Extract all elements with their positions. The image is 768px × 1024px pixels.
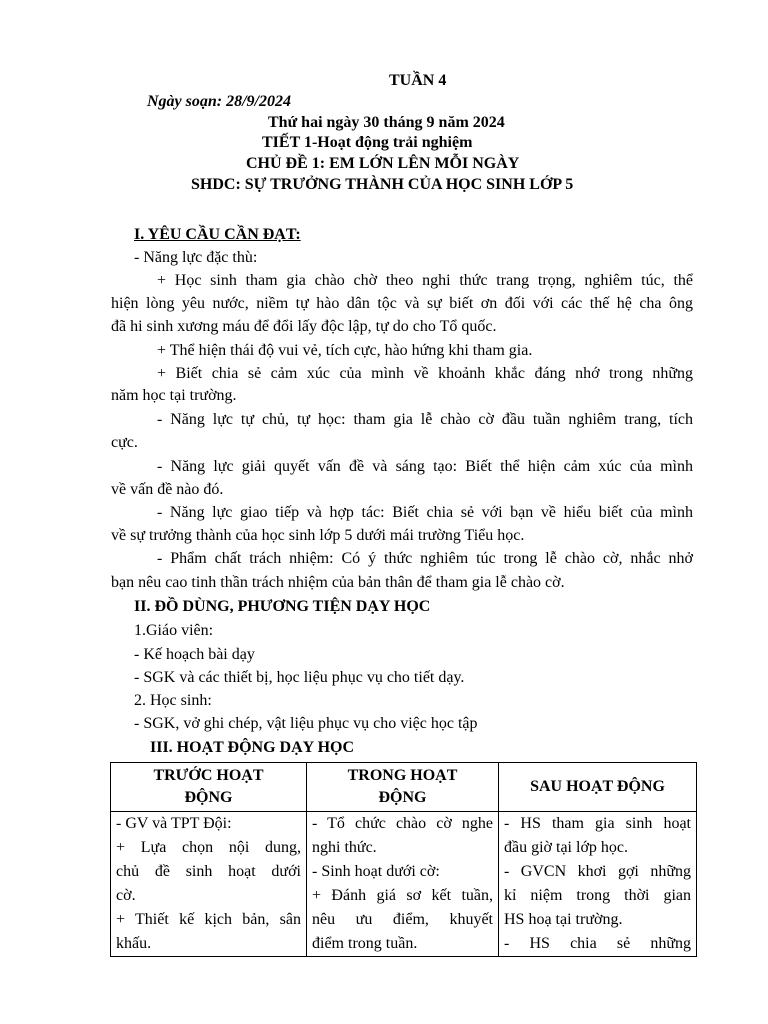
paragraph-line: + Thể hiện thái độ vui vẻ, tích cực, hào hứng khi tham gia. [157,342,533,359]
header-during-activity [307,763,499,812]
section-3-heading: III. HOẠT ĐỘNG DẠY HỌC [150,739,355,756]
header-line: ĐỘNG [378,789,427,806]
cell-line: + Lựa chọn nội dung, [116,839,301,856]
cell-line: chủ đề sinh hoạt dưới [116,863,301,880]
cell-line: + Thiết kế kịch bản, sân [116,911,301,928]
cell-line: điểm trong tuần. [312,935,418,952]
list-item: 1.Giáo viên: [134,622,214,639]
list-item: 2. Học sinh: [134,692,212,709]
paragraph-line: đã hi sinh xương máu để đổi lấy độc lập, tự do cho Tổ quốc. [111,318,497,335]
day-date: Thứ hai ngày 30 tháng 9 năm 2024 [268,114,505,131]
week-title: TUẦN 4 [389,72,447,89]
cell-line: nghi thức. [312,839,377,856]
paragraph-line: bạn nêu cao tinh thần trách nhiệm của bản thân để tham gia lễ chào cờ. [111,574,565,591]
cell-line: cờ. [116,887,136,904]
topic-title: CHỦ ĐỀ 1: EM LỚN LÊN MỖI NGÀY [246,155,520,172]
paragraph-line: - Phẩm chất trách nhiệm: Có ý thức nghiêm túc trong lễ chào cờ, nhắc nhở [157,550,693,567]
paragraph-line: - Năng lực đặc thù: [134,249,258,266]
section-1-heading: I. YÊU CẦU CẦN ĐẠT: [134,226,301,243]
list-item: - Kế hoạch bài dạy [134,646,255,663]
paragraph-line: năm học tại trường. [111,387,237,404]
cell-before-activity [111,812,307,957]
table-header-row [111,763,697,812]
paragraph-line: hiện lòng yêu nước, niềm tự hào dân tộc và sự biết ơn đối với các thế hệ cha ông [111,295,693,312]
cell-line: HS hoạ tại trường. [504,911,623,928]
header-after-activity [499,763,697,812]
header-line: SAU HOẠT ĐỘNG [530,778,665,795]
cell-line: khấu. [116,935,152,952]
list-item: - SGK, vở ghi chép, vật liệu phục vụ cho việc học tập [134,715,478,732]
paragraph-line: cực. [111,434,138,451]
cell-line: + Đánh giá sơ kết tuần, [312,887,493,904]
shdc-title: SHDC: SỰ TRƯỞNG THÀNH CỦA HỌC SINH LỚP 5 [191,176,574,193]
cell-line: nêu ưu điểm, khuyết [312,911,493,928]
cell-line: - GVCN khơi gợi những [504,863,691,880]
header-line: ĐỘNG [184,789,233,806]
cell-during-activity [307,812,499,957]
cell-after-activity [499,812,697,957]
cell-line: - HS tham gia sinh hoạt [504,815,691,832]
prep-date: Ngày soạn: 28/9/2024 [147,93,291,110]
paragraph-line: + Biết chia sẻ cảm xúc của mình về khoảnh khắc đáng nhớ trong những [157,365,693,382]
lesson-title: TIẾT 1-Hoạt động trải nghiệm [262,134,473,151]
cell-line: kỉ niệm trong thời gian [504,887,691,904]
header-before-activity [111,763,307,812]
cell-line: đầu giờ tại lớp học. [504,839,629,856]
header-line: TRONG HOẠT [347,767,458,784]
paragraph-line: - Năng lực giải quyết vấn đề và sáng tạo: Biết thể hiện cảm xúc của mình [157,458,693,475]
list-item: - SGK và các thiết bị, học liệu phục vụ cho tiết dạy. [134,669,465,686]
paragraph-line: về vấn đề nào đó. [111,481,224,498]
header-line: TRƯỚC HOẠT [153,767,264,784]
paragraph-line: - Năng lực tự chủ, tự học: tham gia lễ chào cờ đầu tuần nghiêm trang, tích [157,411,693,428]
paragraph-line: - Năng lực giao tiếp và hợp tác: Biết chia sẻ với bạn về hiểu biết của mình [157,504,693,521]
table-row [111,812,697,957]
cell-line: - GV và TPT Đội: [116,815,232,832]
section-2-heading: II. ĐỒ DÙNG, PHƯƠNG TIỆN DẠY HỌC [134,598,431,615]
cell-line: - Tổ chức chào cờ nghe [312,815,493,832]
paragraph-line: + Học sinh tham gia chào chờ theo nghi thức trang trọng, nghiêm túc, thể [157,272,693,289]
activities-table [110,762,697,957]
cell-line: - HS chia sẻ những [504,935,691,952]
cell-line: - Sinh hoạt dưới cờ: [312,863,440,880]
paragraph-line: về sự trưởng thành của học sinh lớp 5 dưới mái trường Tiểu học. [111,527,525,544]
